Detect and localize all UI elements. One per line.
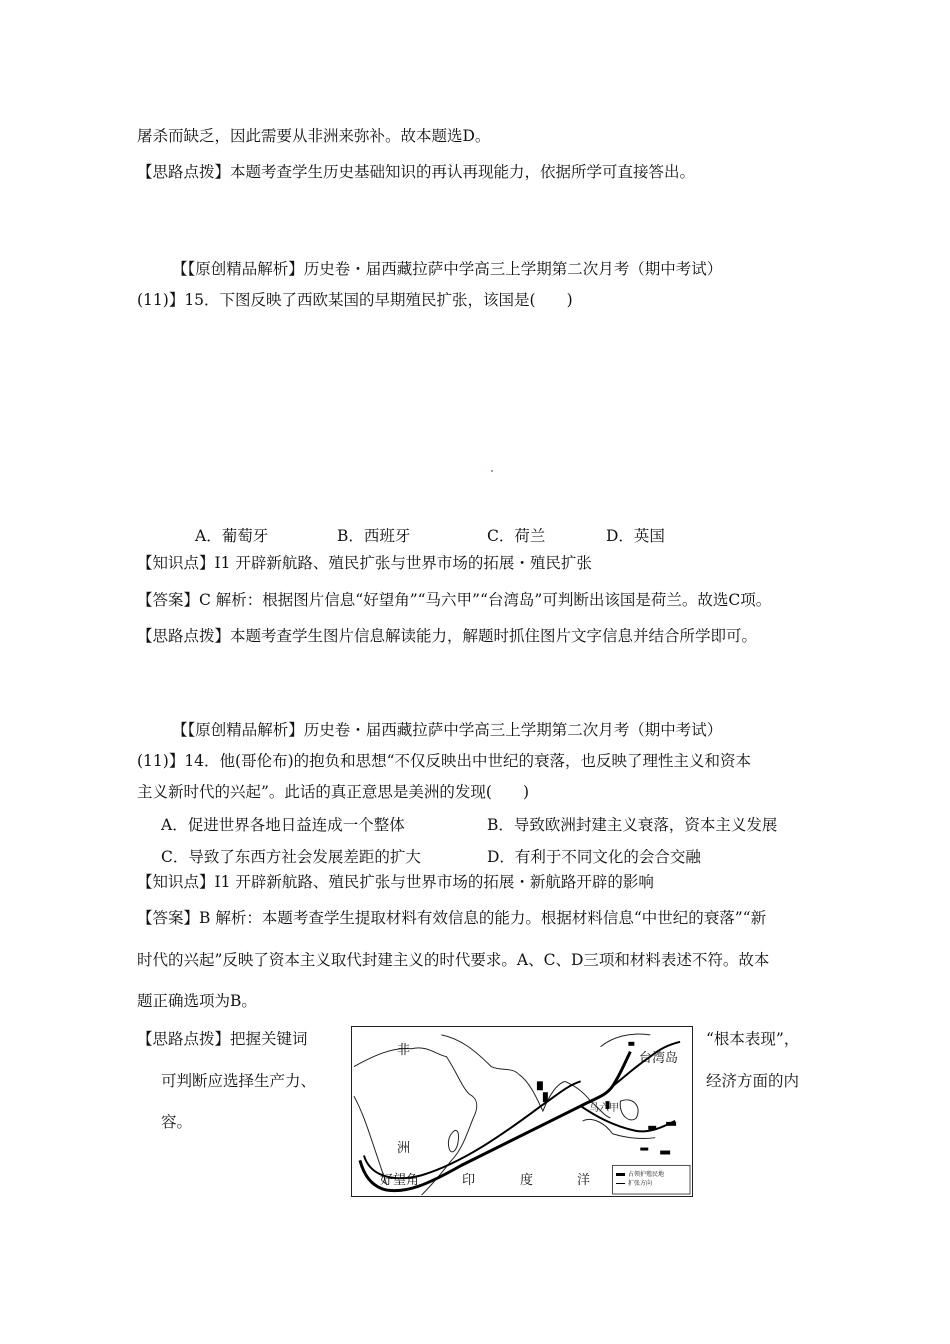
colonial-expansion-map: [351, 1026, 693, 1197]
q15-header: 【【原创精品解析】历史卷・届西藏拉萨中学高三上学期第二次月考（期中考试）: [172, 260, 723, 278]
legend-label-direction: 扩张方向: [628, 1180, 653, 1187]
q14-answer-1: 【答案】B 解析：本题考查学生提取材料有效信息的能力。根据材料信息“中世纪的衰落”“新: [137, 909, 767, 927]
q14-hint-2: 可判断应选择生产力、: [161, 1072, 317, 1090]
q15-knowledge: 【知识点】I1 开辟新航路、殖民扩张与世界市场的拓展・殖民扩张: [137, 554, 592, 572]
q15-answer: 【答案】C 解析：根据图片信息“好望角”“马六甲”“台湾岛”可判断出该国是荷兰。故选C项。: [137, 591, 772, 609]
q14-answer-2: 时代的兴起”反映了资本主义取代封建主义的时代要求。A、C、D三项和材料表述不符。故本: [137, 951, 770, 969]
q14-hint-3: 容。: [161, 1113, 193, 1131]
q14-stem-1: (11)】14．他(哥伦布)的抱负和思想“不仅反映出中世纪的衰落，也反映了理性主义和资本: [137, 752, 752, 770]
q14-option-d: D．有利于不同文化的会合交融: [487, 848, 701, 866]
map-label-indian-3: 洋: [577, 1173, 591, 1188]
colony-marker: [660, 1151, 670, 1155]
q14-header: 【【原创精品解析】历史卷・届西藏拉萨中学高三上学期第二次月考（期中考试）: [172, 721, 723, 739]
q15-option-a: A．葡萄牙: [195, 527, 269, 545]
map-label-indian-1: 印: [462, 1173, 476, 1188]
colony-marker: [648, 1126, 656, 1130]
q14-option-a: A．促进世界各地日益连成一个整体: [161, 816, 405, 834]
map-label-africa-2: 洲: [397, 1141, 411, 1156]
colony-marker: [628, 1042, 634, 1046]
hint-line: 【思路点拨】本题考查学生历史基础知识的再认再现能力，依据所学可直接答出。: [137, 163, 696, 181]
java: [612, 1134, 655, 1139]
legend-label-colony: 占领护殖民地: [628, 1171, 665, 1178]
q14-option-c: C．导致了东西方社会发展差距的扩大: [161, 848, 421, 866]
q14-hint-1: 【思路点拨】把握关键词: [137, 1030, 308, 1048]
q14-hint-right-2: 经济方面的内: [706, 1072, 800, 1090]
q15-hint: 【思路点拨】本题考查学生图片信息解读能力，解题时抓住图片文字信息并结合所学即可。: [137, 627, 758, 645]
east-asia-coast: [601, 1034, 651, 1047]
map-label-malacca: 马六甲: [589, 1103, 619, 1114]
colony-marker: [640, 1148, 648, 1151]
legend-swatch-colony: [616, 1173, 625, 1176]
colony-marker: [543, 1092, 548, 1102]
q14-hint-right-1: “根本表现”，: [706, 1030, 800, 1048]
q14-stem-2: 主义新时代的兴起”。此话的真正意思是美洲的发现( ): [137, 783, 530, 801]
q15-stem: (11)】15．下图反映了西欧某国的早期殖民扩张，该国是( ): [137, 291, 573, 309]
q14-knowledge: 【知识点】I1 开辟新航路、殖民扩张与世界市场的拓展・新航路开辟的影响: [137, 873, 654, 891]
map-legend: [616, 1170, 664, 1188]
map-label-indian-2: 度: [520, 1173, 534, 1188]
q14-answer-3: 题正确选项为B。: [137, 992, 257, 1010]
map-label-taiwan: 台湾岛: [639, 1051, 679, 1066]
q14-option-b: B．导致欧洲封建主义衰落，资本主义发展: [487, 816, 778, 834]
borneo: [620, 1100, 638, 1120]
map-label-cape: 好望角: [380, 1173, 420, 1188]
continuation-line: 屠杀而缺乏，因此需要从非洲来弥补。故本题选D。: [137, 127, 491, 145]
madagascar: [448, 1130, 458, 1152]
map-label-africa-1: 非: [397, 1043, 411, 1058]
q15-option-b: B．西班牙: [337, 527, 411, 545]
colony-marker: [666, 1122, 676, 1126]
colony-marker: [537, 1081, 543, 1090]
legend-swatch-direction: [616, 1183, 625, 1184]
image-placeholder-dot: [491, 470, 493, 472]
q15-option-d: D．英国: [606, 527, 665, 545]
q15-option-c: C．荷兰: [487, 527, 546, 545]
